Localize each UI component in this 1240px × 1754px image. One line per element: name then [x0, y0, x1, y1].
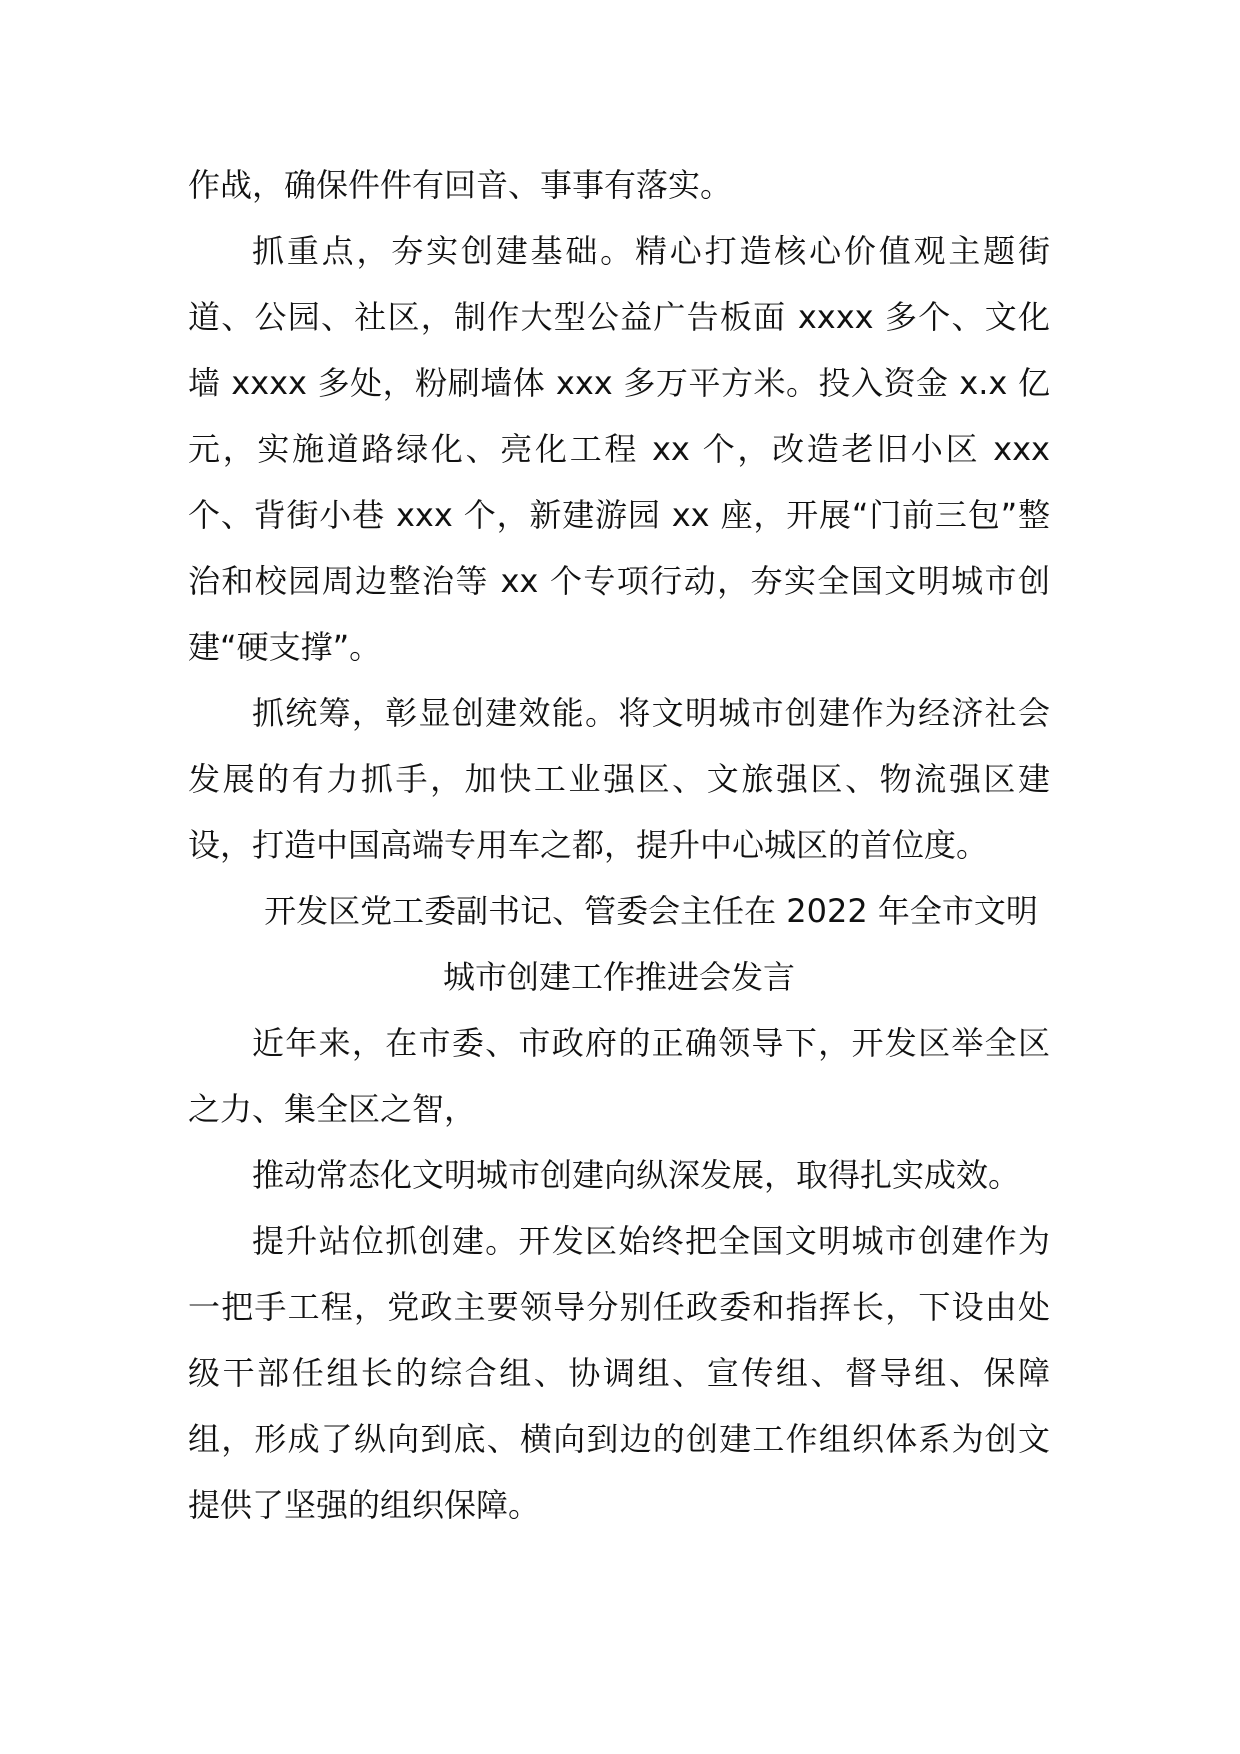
speech-title-line-1: 开发区党工委副书记、管委会主任在 2022 年全市文明	[264, 892, 1038, 930]
document-body	[188, 152, 1050, 1538]
paragraph-focus-foundation: 抓重点，夯实创建基础。精心打造核心价值观主题街道、公园、社区，制作大型公益广告板面 xxxx 多个、文化墙 xxxx 多处，粉刷墙体 xxx 多万平方米。投入资金 x.x 亿元，实施道路绿化、亮化工程 xx 个，改造老旧小区 xxx 个、背街小巷 xxx 个，新建游园 xx 座，开展“门前三包”整治和校园周边整治等 xx 个专项行动，夯实全国文明城市创建“硬支撑”。	[188, 232, 1050, 666]
speech-title-line-2: 城市创建工作推进会发言	[442, 958, 795, 996]
paragraph-raise-position: 提升站位抓创建。开发区始终把全国文明城市创建作为一把手工程，党政主要领导分别任政委和指挥长，下设由处级干部任组长的综合组、协调组、宣传组、督导组、保障组，形成了纵向到底、横向到边的创建工作组织体系为创文提供了坚强的组织保障。	[188, 1222, 1050, 1524]
paragraph-intro: 近年来，在市委、市政府的正确领导下，开发区举全区之力、集全区之智，	[188, 1024, 1050, 1128]
paragraph-intro-continued: 推动常态化文明城市创建向纵深发展，取得扎实成效。	[252, 1156, 1021, 1194]
paragraph-coordination-efficiency: 抓统筹，彰显创建效能。将文明城市创建作为经济社会发展的有力抓手，加快工业强区、文旅强区、物流强区建设，打造中国高端专用车之都，提升中心城区的首位度。	[188, 694, 1050, 864]
paragraph-continuation: 作战，确保件件有回音、事事有落实。	[188, 166, 733, 204]
